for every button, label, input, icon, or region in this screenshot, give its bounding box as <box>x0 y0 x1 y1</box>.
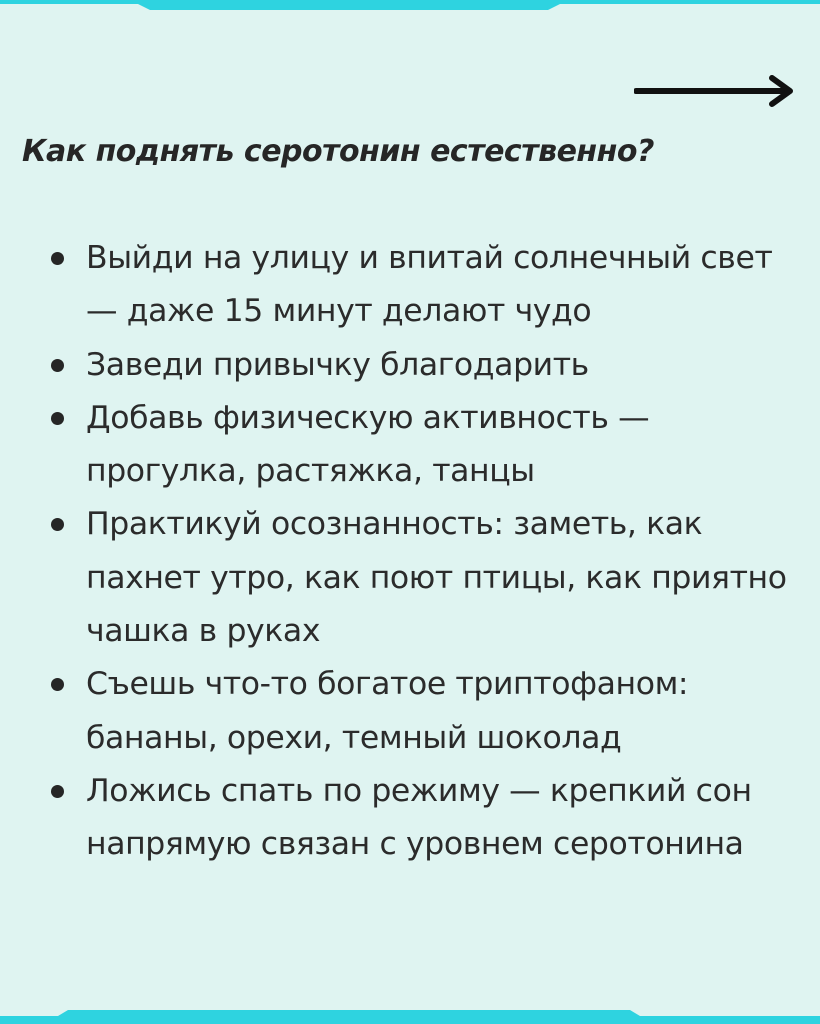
arrow-right-icon[interactable] <box>634 74 796 108</box>
list-item <box>0 658 820 765</box>
tip-text: Заведи привычку благодарить <box>86 346 589 383</box>
list-item <box>0 392 820 499</box>
list-item <box>0 339 820 392</box>
bullet-icon <box>51 678 64 691</box>
tip-text: Съешь что-то богатое триптофаном: бананы, орехи, темный шоколад <box>86 666 689 756</box>
tip-text: Выйди на улицу и впитай солнечный свет — даже 15 минут делают чудо <box>86 240 773 330</box>
bullet-icon <box>51 412 64 425</box>
bullet-icon <box>51 518 64 531</box>
bullet-icon <box>51 252 64 265</box>
page-title: Как поднять серотонин естественно? <box>22 134 654 169</box>
tips-list <box>0 232 820 872</box>
tip-text: Ложись спать по режиму — крепкий сон напрямую связан с уровнем серотонина <box>86 772 752 863</box>
list-item <box>0 765 820 872</box>
tip-text: Практикуй осознанность: заметь, как пахнет утро, как поют птицы, как приятно чашка в руках <box>86 506 787 650</box>
bullet-icon <box>51 785 64 798</box>
tip-text: Добавь физическую активность — прогулка, растяжка, танцы <box>86 399 650 490</box>
list-item <box>0 232 820 339</box>
list-item <box>0 498 820 658</box>
bottom-frame-border <box>0 1010 820 1024</box>
top-frame-border <box>0 0 820 12</box>
bullet-icon <box>51 359 64 372</box>
